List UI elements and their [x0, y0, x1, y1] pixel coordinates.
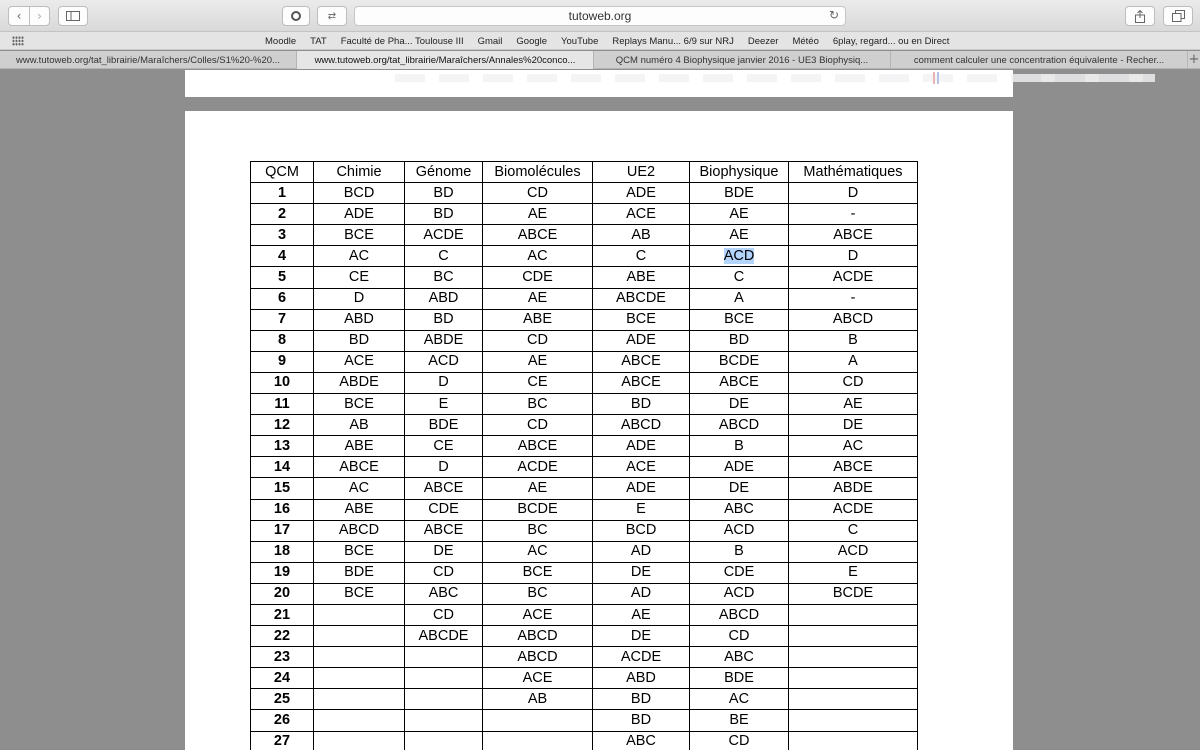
- table-header-row: [251, 162, 918, 183]
- answer-cell: ABCE: [593, 372, 690, 393]
- answer-cell: ACDE: [593, 647, 690, 668]
- answer-cell: ABE: [314, 436, 405, 457]
- answer-cell: ACD: [690, 520, 789, 541]
- answer-cell: CD: [483, 330, 593, 351]
- table-row: [251, 626, 918, 647]
- table-row: [251, 562, 918, 583]
- answer-cell: D: [405, 457, 483, 478]
- answer-cell: [314, 626, 405, 647]
- bookmark-tat[interactable]: TAT: [310, 35, 327, 47]
- answer-cell: BCE: [690, 309, 789, 330]
- answer-cell: CD: [690, 626, 789, 647]
- answer-cell: DE: [690, 394, 789, 415]
- answer-cell: AE: [483, 288, 593, 309]
- answer-cell: CE: [483, 372, 593, 393]
- answer-cell: ABCE: [789, 457, 918, 478]
- table-row: [251, 541, 918, 562]
- reload-icon[interactable]: ↻: [828, 8, 839, 22]
- answer-cell: AB: [314, 415, 405, 436]
- answer-cell: [314, 647, 405, 668]
- answer-cell: ABCE: [690, 372, 789, 393]
- answer-cell: ABD: [405, 288, 483, 309]
- answer-cell: ABCD: [690, 415, 789, 436]
- top-sites-grid-icon[interactable]: [12, 36, 24, 46]
- qcm-number-cell: 10: [251, 372, 314, 393]
- answer-cell: ABCE: [314, 457, 405, 478]
- answer-cell: CDE: [690, 562, 789, 583]
- answer-cell: CD: [690, 731, 789, 750]
- table-row: [251, 647, 918, 668]
- answer-cell: BCE: [314, 583, 405, 604]
- shield-icon: [291, 11, 301, 21]
- answer-cell: BD: [314, 330, 405, 351]
- answer-cell: ABDE: [405, 330, 483, 351]
- answer-cell: ABC: [593, 731, 690, 750]
- answer-cell: AC: [314, 478, 405, 499]
- answer-cell: ACE: [314, 351, 405, 372]
- answer-cell: ACDE: [789, 499, 918, 520]
- bookmark-youtube[interactable]: YouTube: [561, 35, 599, 47]
- sidebar-icon: [66, 11, 80, 21]
- answer-cell: ADE: [593, 183, 690, 204]
- answer-cell: E: [593, 499, 690, 520]
- answer-cell: ACE: [593, 204, 690, 225]
- answer-cell: ABCE: [593, 351, 690, 372]
- answer-cell: ABE: [314, 499, 405, 520]
- answer-cell: ABCE: [789, 225, 918, 246]
- answer-cell: [405, 647, 483, 668]
- answer-cell: ABE: [593, 267, 690, 288]
- qcm-number-cell: 3: [251, 225, 314, 246]
- answer-cell: BCDE: [483, 499, 593, 520]
- answer-cell: BC: [483, 520, 593, 541]
- answer-cell: ABCD: [789, 309, 918, 330]
- plus-icon: +: [1188, 52, 1200, 67]
- answer-cell: BD: [405, 204, 483, 225]
- answer-cell: AE: [483, 478, 593, 499]
- answer-cell: ABCD: [314, 520, 405, 541]
- answer-cell: BDE: [405, 415, 483, 436]
- answer-cell: ABCD: [483, 647, 593, 668]
- answer-cell: BC: [483, 394, 593, 415]
- table-row: [251, 394, 918, 415]
- privacy-report-button[interactable]: [282, 6, 310, 26]
- answer-cell: CE: [405, 436, 483, 457]
- column-header: Génome: [405, 162, 483, 183]
- answer-cell: ACE: [483, 668, 593, 689]
- translate-button[interactable]: [317, 6, 347, 26]
- bookmark-moodle[interactable]: Moodle: [265, 35, 297, 47]
- table-row: [251, 436, 918, 457]
- qcm-number-cell: 16: [251, 499, 314, 520]
- answer-cell: ACE: [593, 457, 690, 478]
- answer-cell: CDE: [405, 499, 483, 520]
- answer-cell: DE: [690, 478, 789, 499]
- answer-cell: BCD: [593, 520, 690, 541]
- qcm-number-cell: 20: [251, 583, 314, 604]
- answer-cell: C: [405, 246, 483, 267]
- qcm-number-cell: 13: [251, 436, 314, 457]
- table-row: [251, 288, 918, 309]
- answer-cell: ADE: [593, 436, 690, 457]
- answer-cell: ADE: [593, 478, 690, 499]
- answer-cell: BC: [405, 267, 483, 288]
- answer-cell: BDE: [690, 183, 789, 204]
- answer-cell: AC: [483, 246, 593, 267]
- tab-concentration[interactable]: comment calculer une concentration équivalente - Recher...: [891, 51, 1188, 69]
- answer-cell: AB: [593, 225, 690, 246]
- qcm-number-cell: 2: [251, 204, 314, 225]
- answer-cell: A: [789, 351, 918, 372]
- arrows-icon: ⇄: [327, 10, 337, 22]
- answer-cell: CDE: [483, 267, 593, 288]
- answer-cell: AC: [314, 246, 405, 267]
- table-row: [251, 204, 918, 225]
- answer-cell: AE: [483, 351, 593, 372]
- bookmark-6play[interactable]: 6play, regard... ou en Direct: [832, 35, 950, 47]
- bookmark-meteo[interactable]: Météo: [792, 35, 819, 47]
- qcm-number-cell: 23: [251, 647, 314, 668]
- tab-annales[interactable]: www.tutoweb.org/tat_librairie/Maraîchers/Annales%20conco...: [297, 51, 594, 69]
- answer-cell: BD: [593, 710, 690, 731]
- qcm-number-cell: 12: [251, 415, 314, 436]
- answer-cell: [483, 731, 593, 750]
- url-text: tutoweb.org: [568, 9, 632, 23]
- answer-cell: BC: [483, 583, 593, 604]
- answer-cell: BCE: [483, 562, 593, 583]
- qcm-number-cell: 22: [251, 626, 314, 647]
- answer-cell: E: [405, 394, 483, 415]
- answer-cell: [314, 710, 405, 731]
- answer-cell: AE: [690, 204, 789, 225]
- qcm-number-cell: 19: [251, 562, 314, 583]
- tab-bar: [0, 51, 1200, 69]
- answer-cell: ADE: [690, 457, 789, 478]
- table-row: [251, 415, 918, 436]
- table-row: [251, 520, 918, 541]
- answer-cell: CD: [405, 604, 483, 625]
- answer-cell: CD: [483, 183, 593, 204]
- qcm-number-cell: 15: [251, 478, 314, 499]
- answer-cell: [789, 647, 918, 668]
- answer-cell: ABC: [405, 583, 483, 604]
- previous-page-text-remnant: [395, 74, 1155, 82]
- table-row: [251, 309, 918, 330]
- answer-cell: BCDE: [690, 351, 789, 372]
- answer-cell: ABCD: [483, 626, 593, 647]
- answer-cell: DE: [593, 626, 690, 647]
- answer-cell: [314, 689, 405, 710]
- qcm-number-cell: 14: [251, 457, 314, 478]
- answer-cell: ABDE: [789, 478, 918, 499]
- column-header: Chimie: [314, 162, 405, 183]
- answer-cell: ACDE: [483, 457, 593, 478]
- answer-cell: BCE: [314, 541, 405, 562]
- answer-cell: D: [314, 288, 405, 309]
- pdf-viewer[interactable]: [0, 70, 1200, 750]
- answer-cell: ABCDE: [593, 288, 690, 309]
- browser-toolbar: [0, 0, 1200, 32]
- table-row: [251, 731, 918, 750]
- previous-page-mark: [937, 72, 939, 84]
- bookmark-gmail[interactable]: Gmail: [477, 35, 503, 47]
- answer-cell: [789, 710, 918, 731]
- table-row: [251, 457, 918, 478]
- answer-cell: [314, 604, 405, 625]
- answer-cell: D: [789, 246, 918, 267]
- answer-cell: ABE: [483, 309, 593, 330]
- table-row: [251, 183, 918, 204]
- qcm-number-cell: 5: [251, 267, 314, 288]
- qcm-number-cell: 18: [251, 541, 314, 562]
- answer-cell: BCDE: [789, 583, 918, 604]
- answer-cell: CD: [483, 415, 593, 436]
- pdf-page: [185, 111, 1013, 750]
- bookmark-faculte[interactable]: Faculté de Pha... Toulouse III: [340, 35, 464, 47]
- qcm-number-cell: 4: [251, 246, 314, 267]
- answer-cell: BDE: [690, 668, 789, 689]
- column-header: Mathématiques: [789, 162, 918, 183]
- answer-cell: ABDE: [314, 372, 405, 393]
- answer-cell: AC: [483, 541, 593, 562]
- table-row: [251, 604, 918, 625]
- answer-cell: BCE: [593, 309, 690, 330]
- answer-cell: ADE: [593, 330, 690, 351]
- answer-cell: DE: [405, 541, 483, 562]
- answer-cell: D: [405, 372, 483, 393]
- answer-cell: E: [789, 562, 918, 583]
- answer-cell: AE: [789, 394, 918, 415]
- selected-text[interactable]: ACD: [723, 247, 755, 264]
- answer-cell: [789, 731, 918, 750]
- answer-cell: [314, 731, 405, 750]
- answer-cell: ABD: [314, 309, 405, 330]
- answer-cell: AE: [593, 604, 690, 625]
- answer-cell: D: [789, 183, 918, 204]
- answer-cell: ABCDE: [405, 626, 483, 647]
- answer-cell: [314, 668, 405, 689]
- answer-cell: CD: [789, 372, 918, 393]
- answer-cell: AC: [690, 689, 789, 710]
- new-tab-button[interactable]: [1188, 51, 1200, 68]
- answer-cell: CD: [405, 562, 483, 583]
- answer-cell: AD: [593, 583, 690, 604]
- answer-cell: ACDE: [405, 225, 483, 246]
- answer-cell: AD: [593, 541, 690, 562]
- share-icon: [1134, 10, 1146, 23]
- table-row: [251, 372, 918, 393]
- address-bar[interactable]: [354, 6, 846, 26]
- show-tabs-button[interactable]: [1163, 6, 1193, 26]
- table-row: [251, 330, 918, 351]
- answer-cell: BD: [690, 330, 789, 351]
- answer-cell: ACD: [405, 351, 483, 372]
- answer-cell: BCE: [314, 394, 405, 415]
- answer-cell: ABCD: [593, 415, 690, 436]
- answer-cell: A: [690, 288, 789, 309]
- answer-cell: -: [789, 288, 918, 309]
- column-header: Biophysique: [690, 162, 789, 183]
- qcm-number-cell: 11: [251, 394, 314, 415]
- answer-cell: C: [789, 520, 918, 541]
- table-body: [251, 183, 918, 750]
- answer-cell: BCD: [314, 183, 405, 204]
- answer-cell: DE: [593, 562, 690, 583]
- column-header: UE2: [593, 162, 690, 183]
- answer-cell: AE: [690, 225, 789, 246]
- answer-cell: ABCE: [483, 436, 593, 457]
- table-row: [251, 246, 918, 267]
- answer-cell: ADE: [314, 204, 405, 225]
- answer-cell: [690, 246, 789, 267]
- column-header: QCM: [251, 162, 314, 183]
- answer-cell: ABCE: [405, 520, 483, 541]
- table-row: [251, 689, 918, 710]
- qcm-number-cell: 8: [251, 330, 314, 351]
- answer-cell: B: [690, 436, 789, 457]
- qcm-number-cell: 1: [251, 183, 314, 204]
- answer-cell: AC: [789, 436, 918, 457]
- qcm-number-cell: 26: [251, 710, 314, 731]
- chevron-left-icon: ‹: [16, 9, 22, 23]
- bookmark-replays[interactable]: Replays Manu... 6/9 sur NRJ: [612, 35, 734, 47]
- answer-cell: [405, 689, 483, 710]
- chevron-right-icon: ›: [37, 9, 42, 23]
- answer-cell: BCE: [314, 225, 405, 246]
- answer-cell: BD: [593, 689, 690, 710]
- answer-cell: C: [690, 267, 789, 288]
- table-row: [251, 583, 918, 604]
- answer-cell: ABCE: [405, 478, 483, 499]
- tab-qcm-biophysique[interactable]: QCM numéro 4 Biophysique janvier 2016 - UE3 Biophysiq...: [594, 51, 891, 69]
- answer-cell: BE: [690, 710, 789, 731]
- qcm-number-cell: 25: [251, 689, 314, 710]
- table-row: [251, 225, 918, 246]
- qcm-number-cell: 6: [251, 288, 314, 309]
- answer-cell: [405, 710, 483, 731]
- qcm-number-cell: 27: [251, 731, 314, 750]
- answer-cell: [789, 689, 918, 710]
- tab-colles[interactable]: www.tutoweb.org/tat_librairie/Maraîchers/Colles/S1%20-%20...: [0, 51, 297, 69]
- answer-cell: ACDE: [789, 267, 918, 288]
- answer-cell: DE: [789, 415, 918, 436]
- sidebar-toggle-button[interactable]: [58, 6, 88, 26]
- share-button[interactable]: [1125, 6, 1155, 26]
- bookmark-google[interactable]: Google: [516, 35, 548, 47]
- answer-cell: ABCE: [483, 225, 593, 246]
- qcm-number-cell: 17: [251, 520, 314, 541]
- answers-table: [250, 161, 918, 750]
- previous-page: [185, 70, 1013, 97]
- answer-cell: AB: [483, 689, 593, 710]
- answer-cell: BD: [405, 183, 483, 204]
- answer-cell: BD: [405, 309, 483, 330]
- table-row: [251, 267, 918, 288]
- answer-cell: -: [789, 204, 918, 225]
- table-row: [251, 499, 918, 520]
- bookmarks-list: [258, 32, 956, 50]
- answer-cell: ACD: [690, 583, 789, 604]
- qcm-number-cell: 7: [251, 309, 314, 330]
- tabs-overview-icon: [1172, 10, 1185, 22]
- answer-cell: [789, 604, 918, 625]
- answer-cell: [789, 668, 918, 689]
- answer-cell: AE: [483, 204, 593, 225]
- answer-cell: B: [789, 330, 918, 351]
- answer-cell: [405, 668, 483, 689]
- table-row: [251, 351, 918, 372]
- qcm-number-cell: 24: [251, 668, 314, 689]
- bookmark-deezer[interactable]: Deezer: [747, 35, 779, 47]
- answer-cell: C: [593, 246, 690, 267]
- qcm-number-cell: 21: [251, 604, 314, 625]
- answer-cell: ABCD: [690, 604, 789, 625]
- answer-cell: [789, 626, 918, 647]
- table-row: [251, 710, 918, 731]
- answer-cell: BDE: [314, 562, 405, 583]
- previous-page-mark: [933, 72, 935, 84]
- qcm-number-cell: 9: [251, 351, 314, 372]
- answer-cell: [483, 710, 593, 731]
- table-row: [251, 668, 918, 689]
- answer-cell: ABC: [690, 499, 789, 520]
- answer-cell: B: [690, 541, 789, 562]
- answer-cell: ABD: [593, 668, 690, 689]
- column-header: Biomolécules: [483, 162, 593, 183]
- bookmarks-bar: [0, 32, 1200, 50]
- answer-cell: ABC: [690, 647, 789, 668]
- table-row: [251, 478, 918, 499]
- answer-cell: CE: [314, 267, 405, 288]
- answer-cell: BD: [593, 394, 690, 415]
- forward-button[interactable]: [29, 6, 50, 26]
- answer-cell: [405, 731, 483, 750]
- answer-cell: ACE: [483, 604, 593, 625]
- back-button[interactable]: [8, 6, 30, 26]
- answer-cell: ACD: [789, 541, 918, 562]
